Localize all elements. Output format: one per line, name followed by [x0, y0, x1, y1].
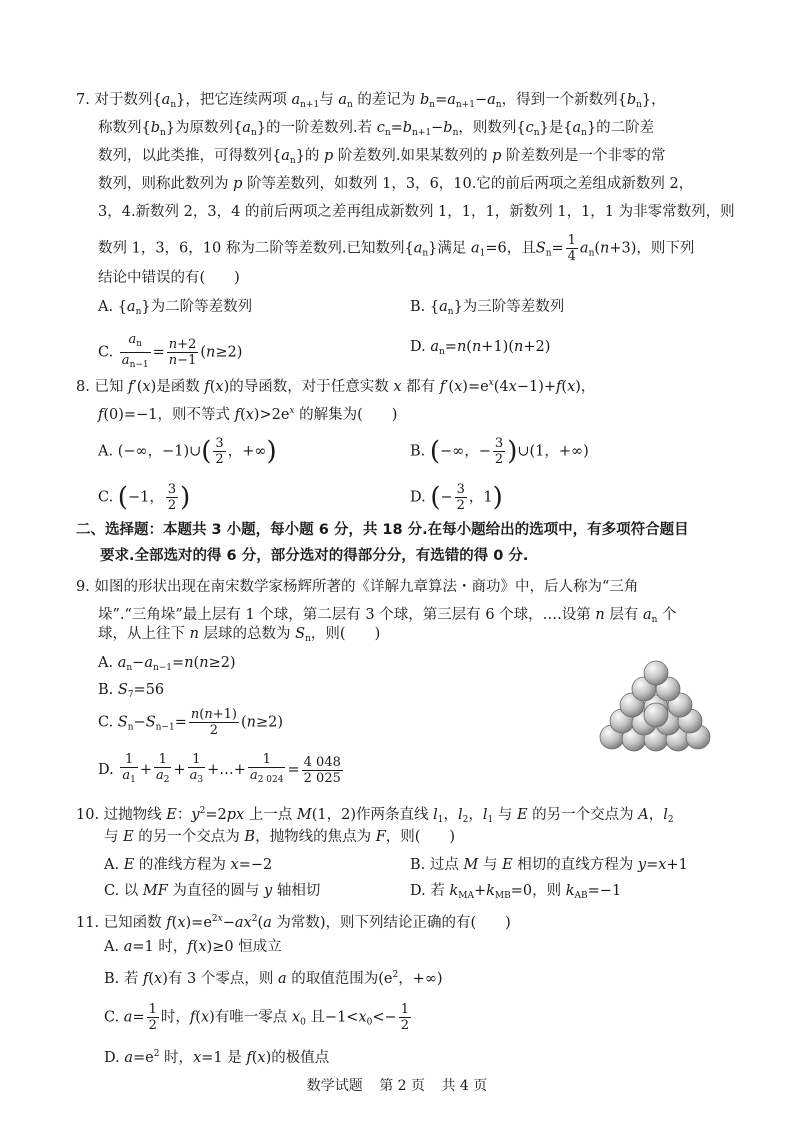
q9-line-3: 球，从上往下 n 层球的总数为 $S_n$，则( ): [98, 626, 381, 644]
triangular-pile-figure: [598, 655, 713, 755]
ball: [644, 661, 668, 685]
q10-option-c: C. 以 MF 为直径的圆与 y 轴相切: [104, 883, 321, 899]
q8-line-2: f(0)=−1，则不等式 $f(x)>2e^x$ 的解集为( ): [98, 406, 398, 423]
q7-line-6: 数列 1，3，6，10 称为二阶等差数列.已知数列$\{a_n\}$满足 $a_1=6$，且$S_n=$ $\frac{1}{4}$ $a_n(n+3)$，则下列: [98, 233, 695, 264]
q9-option-c: C. $S_n-S_{n-1}=$ $\frac{n(n+1)}{2}$ (n≥2): [98, 707, 283, 738]
q10-line-1: 10. 过抛物线 E：$y^2=2px$ 上一点 M(1，2)作两条直线 $l_1$，$l_2$，$l_1$ 与 E 的另一个交点为 A，$l_2$: [76, 806, 674, 825]
footer-total: 共 4 页: [441, 1078, 488, 1094]
q8-option-b: B. (−∞，− $\frac{3}{2}$ )∪(1，+∞): [410, 436, 589, 467]
section2-line-2: 要求.全部选对的得 6 分，部分选对的得部分分，有选错的得 0 分.: [100, 548, 529, 564]
q7-line-3: 数列，以此类推，可得数列$\{a_n\}$的 p 阶差数列.如果某数列的 p 阶差数列是一个非零的常: [98, 148, 666, 166]
q8-option-a: A. (−∞，−1)∪( $\frac{3}{2}$ ，+∞): [98, 436, 277, 467]
q7-line-7: 结论中错误的有( ): [98, 270, 240, 286]
footer-subject: 数学试题: [306, 1078, 363, 1094]
q10-option-a: A. E 的准线方程为 x=−2: [104, 857, 273, 873]
q10-option-b: B. 过点 M 与 E 相切的直线方程为 y=x+1: [410, 857, 688, 873]
q11-option-c: C. a= $\frac{1}{2}$ 时，f(x)有唯一零点 $x_0$ 且$-1<x_0<-$ $\frac{1}{2}$: [104, 1002, 409, 1033]
q7-line-5: 3，4.新数列 2，3，4 的前后两项之差再组成新数列 1，1，1，新数列 1，1，1 为非零常数列，则: [98, 204, 735, 220]
q7-option-d: D. $a_n=n(n+1)(n+2)$: [410, 339, 551, 357]
q9-option-d: D. $\frac{1}{a_1}$ + $\frac{1}{a_2}$ + $\frac{1}{a_3}$ +…+ $\frac{1}{a_{2 024}}$ = $\frac{4 048}{2 025}$: [98, 752, 345, 788]
section2-line-1: 二、选择题：本题共 3 小题，每小题 6 分，共 18 分.在每小题给出的选项中，有多项符合题目: [76, 522, 689, 538]
footer-page: 第 2 页: [379, 1078, 425, 1094]
q10-line-2: 与 E 的另一个交点为 B，抛物线的焦点为 F，则( ): [104, 829, 456, 845]
q7-option-a: A. $\{a_n\}$为二阶等差数列: [98, 299, 253, 317]
q8-option-d: D. (− $\frac{3}{2}$ ，1): [410, 482, 503, 513]
q9-line-2: 垛”.“三角垛”最上层有 1 个球，第二层有 3 个球，第三层有 6 个球，….设第 n 层有 $a_n$ 个: [98, 607, 677, 625]
q11-line-1: 11. 已知函数 $f(x)=e^{2x}-ax^2(a$ 为常数)，则下列结论正确的有( ): [76, 914, 511, 931]
q8-line-1: 8. 已知 f′(x)是函数 f(x)的导函数，对于任意实数 x 都有 $f'(x)=e^x(4x-1)+f(x)$，: [76, 378, 596, 395]
q7-option-c: C. $\frac{a_n}{a_{n-1}}$ = $\frac{n+2}{n-1}$ (n≥2): [98, 332, 242, 373]
q7-option-b: B. $\{a_n\}$为三阶等差数列: [410, 299, 565, 317]
q7-line-1: 7. 对于数列$\{a_n\}$，把它连续两项 $a_{n+1}$与 $a_n$ 的差记为 $b_n=a_{n+1}-a_n$，得到一个新数列$\{b_n\}$，: [76, 92, 666, 110]
q7-line-4: 数列，则称此数列为 p 阶等差数列，如数列 1，3，6，10.它的前后两项之差组成新数列 2，: [98, 176, 694, 192]
q9-option-a: A. $a_n-a_{n-1}=n(n\ge 2)$: [98, 655, 236, 673]
q8-option-c: C. (−1， $\frac{3}{2}$ ): [98, 482, 191, 513]
q11-option-d: D. $a=e^2$ 时，x=1 是 f(x)的极值点: [104, 1049, 330, 1066]
ball: [644, 703, 668, 727]
q9-option-b: B. $S_7=56$: [98, 682, 165, 700]
page-footer: [0, 1075, 794, 1095]
q11-option-a: A. a=1 时，f(x)≥0 恒成立: [104, 939, 282, 955]
q7-line-2: 称数列$\{b_n\}$为原数列$\{a_n\}$的一阶差数列.若 $c_n=b_{n+1}-b_n$，则数列$\{c_n\}$是$\{a_n\}$的二阶差: [98, 120, 655, 138]
q9-line-1: 9. 如图的形状出现在南宋数学家杨辉所著的《详解九章算法・商功》中，后人称为“三角: [76, 579, 639, 595]
q10-option-d: D. 若 $k_{MA}+k_{MB}=0$，则 $k_{AB}=-1$: [410, 883, 622, 901]
q11-option-b: B. 若 f(x)有 3 个零点，则 a 的取值范围为($e^2$，+∞): [104, 970, 443, 987]
